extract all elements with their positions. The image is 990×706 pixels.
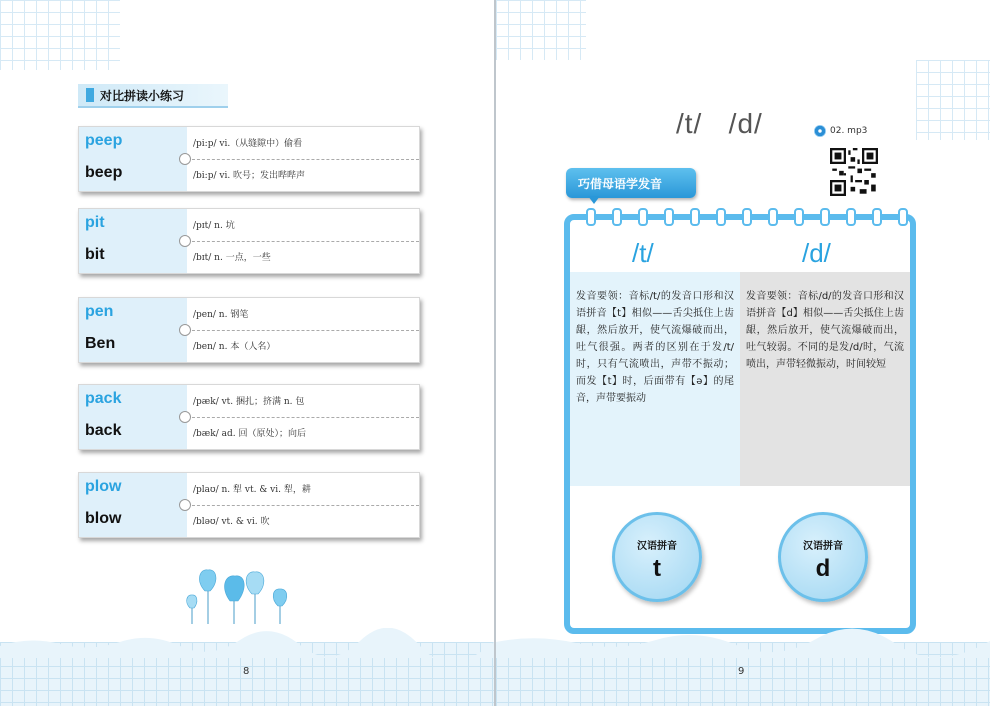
side-grid-decoration	[916, 60, 990, 140]
phoneme-d-heading: /d/	[802, 238, 831, 268]
t-pronunciation-text: 发音要领：音标/t/的发音口形和汉语拼音【t】相似——舌尖抵住上齿龈，然后放开，使气流爆破而出，吐气很强。两者的区别在于发/t/时，只有气流喷出，声带不振动；而发【t】时，后面带有【ə】的尾音，声带要振动	[570, 272, 740, 486]
definition: /pæk/ vt. 捆扎；挤满 n. 包	[193, 397, 305, 407]
page-number: 8	[243, 666, 250, 677]
audio-file-name: 02. mp3	[830, 126, 868, 136]
word: pack	[85, 390, 122, 407]
d-pronunciation-text: 发音要领：音标/d/的发音口形和汉语拼音【d】相似——舌尖抵住上齿龈，然后放开，使气流爆破而出，吐气较弱。不同的是发/d/时，气流喷出，声带轻微振动，时间较短	[740, 272, 910, 486]
pinyin-label: 汉语拼音	[803, 541, 843, 552]
word: peep	[85, 132, 123, 149]
phoneme-t-heading: /t/	[632, 238, 654, 268]
definition: /pɪt/ n. 坑	[193, 221, 235, 231]
word-pair-card	[78, 208, 420, 274]
word-pair-card	[78, 126, 420, 192]
section-tag-label: 巧借母语学发音	[578, 177, 663, 191]
word: pen	[85, 303, 114, 320]
pinyin-t-circle	[612, 512, 702, 602]
word: blow	[85, 510, 122, 527]
pinyin-label: 汉语拼音	[637, 541, 677, 552]
definition: /bɪt/ n. 一点，一些	[193, 253, 271, 263]
audio-label[interactable]	[814, 126, 867, 136]
pinyin-char: t	[653, 555, 661, 582]
word: plow	[85, 478, 122, 495]
definition: /plaʊ/ n. 犁 vt. & vi. 犁，耕	[193, 485, 311, 495]
section-title-banner	[78, 84, 228, 108]
pinyin-d-circle	[778, 512, 868, 602]
left-page	[0, 0, 494, 706]
right-page	[496, 0, 990, 706]
word-pair-card	[78, 472, 420, 538]
binder-rings	[570, 208, 910, 228]
definition: /pen/ n. 钢笔	[193, 310, 249, 320]
pronunciation-board	[564, 214, 916, 634]
word: Ben	[85, 335, 116, 352]
word-pair-card	[78, 297, 420, 363]
word: bit	[85, 246, 105, 263]
word: pit	[85, 214, 105, 231]
flag-icon	[86, 88, 94, 102]
word: beep	[85, 164, 123, 181]
section-tag	[566, 168, 696, 198]
top-grid-decoration	[0, 0, 120, 70]
qr-code-icon[interactable]	[830, 148, 878, 196]
word: back	[85, 422, 122, 439]
definition: /bæk/ ad. 回（原处）；向后	[193, 429, 306, 439]
page-number: 9	[738, 666, 745, 677]
definition: /bləʊ/ vt. & vi. 吹	[193, 517, 270, 527]
tree-illustration	[180, 566, 300, 626]
top-grid-decoration	[496, 0, 586, 60]
pinyin-char: d	[815, 555, 831, 582]
definition: /pi:p/ vi.（从缝隙中）偷看	[193, 139, 303, 149]
definition: /bi:p/ vi. 吹号；发出哔哔声	[193, 171, 306, 181]
section-title: 对比拼读小练习	[100, 89, 185, 103]
word-pair-card	[78, 384, 420, 450]
cd-disc-icon	[814, 125, 826, 137]
definition: /ben/ n. 本（人名）	[193, 342, 276, 352]
phoneme-title: /t/ /d/	[676, 108, 763, 139]
